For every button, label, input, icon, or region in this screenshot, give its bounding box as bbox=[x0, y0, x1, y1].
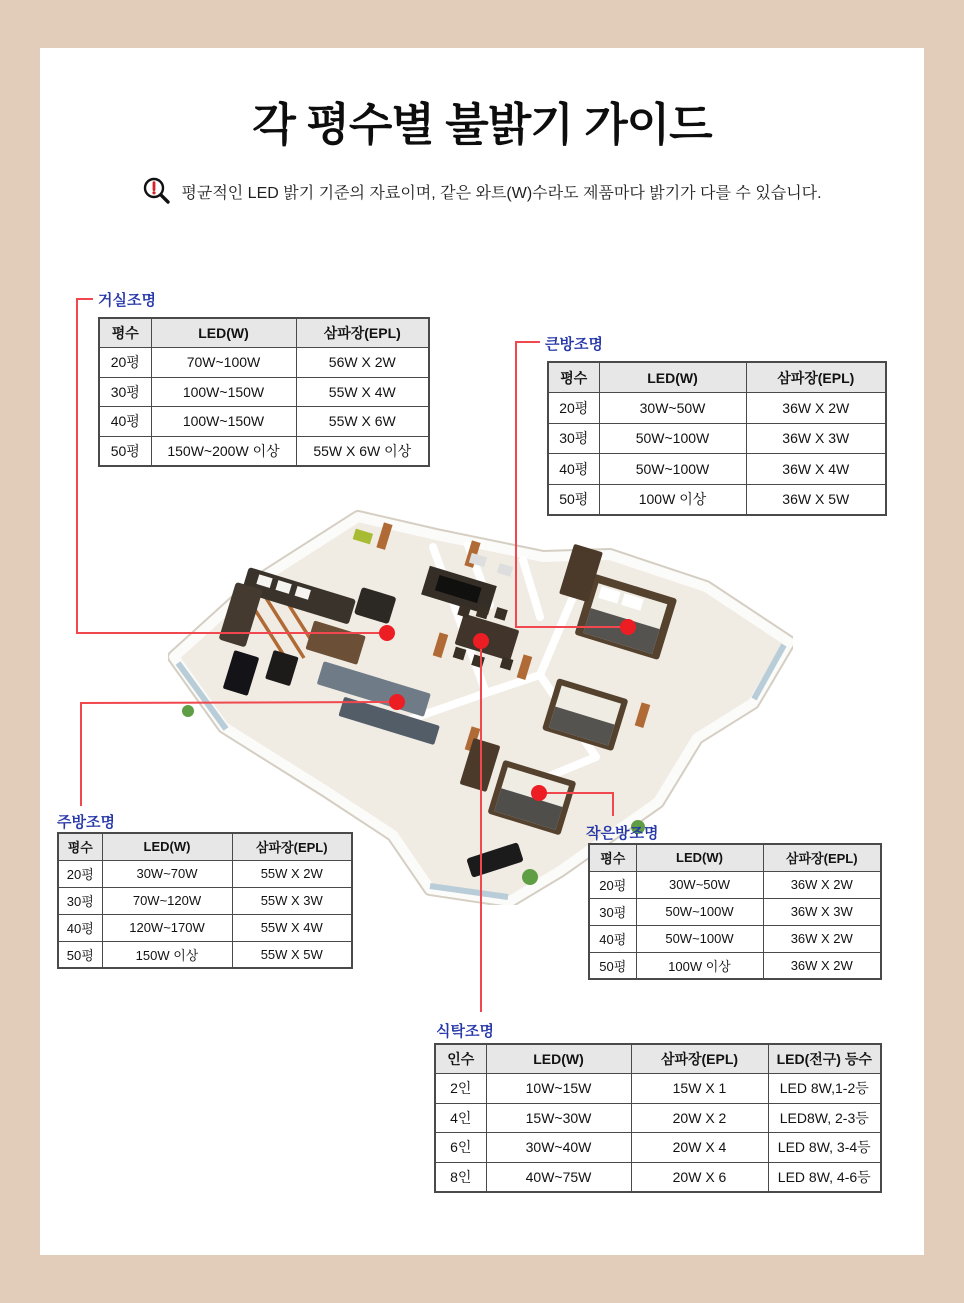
table-header-cell: LED(W) bbox=[599, 362, 746, 393]
table-row bbox=[435, 1133, 881, 1163]
table-cell: 8인 bbox=[435, 1162, 486, 1192]
table-cell: LED8W, 2-3등 bbox=[768, 1103, 881, 1133]
table-cell: 36W X 2W bbox=[763, 925, 881, 952]
table-header-cell: 삼파장(EPL) bbox=[296, 318, 429, 348]
table-header-cell: LED(W) bbox=[486, 1044, 631, 1074]
small-room-lighting-table bbox=[588, 843, 882, 980]
table-cell: 36W X 2W bbox=[763, 871, 881, 898]
table-header-cell: LED(W) bbox=[102, 833, 232, 860]
table-cell: 50평 bbox=[589, 952, 636, 979]
table-row bbox=[58, 860, 352, 887]
table-cell: 20평 bbox=[589, 871, 636, 898]
table-cell: 50W~100W bbox=[636, 898, 763, 925]
table-cell: 10W~15W bbox=[486, 1074, 631, 1104]
table-cell: 50W~100W bbox=[599, 423, 746, 454]
table-cell: 50평 bbox=[548, 484, 599, 515]
big-room-lighting-table bbox=[547, 361, 887, 516]
table-cell: 55W X 6W bbox=[296, 407, 429, 437]
table-cell: 36W X 2W bbox=[746, 393, 886, 424]
table-cell: 55W X 3W bbox=[232, 887, 352, 914]
notice-text: 평균적인 LED 밝기 기준의 자료이며, 같은 와트(W)수라도 제품마다 밝기가 다를 수 있습니다. bbox=[181, 184, 822, 202]
table-cell: 30평 bbox=[548, 423, 599, 454]
living-room-lighting-table bbox=[98, 317, 430, 467]
table-cell: 30W~50W bbox=[599, 393, 746, 424]
notice-row bbox=[0, 176, 964, 206]
table-row bbox=[99, 377, 429, 407]
table-cell: 100W~150W bbox=[151, 407, 296, 437]
table-header-cell: LED(W) bbox=[636, 844, 763, 871]
table-cell: 30W~50W bbox=[636, 871, 763, 898]
table-cell: 55W X 4W bbox=[296, 377, 429, 407]
table-cell: 100W 이상 bbox=[636, 952, 763, 979]
table-row bbox=[435, 1103, 881, 1133]
table-header-cell: 평수 bbox=[99, 318, 151, 348]
table-header-cell: 삼파장(EPL) bbox=[763, 844, 881, 871]
table-cell: 4인 bbox=[435, 1103, 486, 1133]
table-cell: 2인 bbox=[435, 1074, 486, 1104]
table-cell: 36W X 2W bbox=[763, 952, 881, 979]
kitchen-lighting-table bbox=[57, 832, 353, 969]
table-cell: 70W~120W bbox=[102, 887, 232, 914]
table-cell: 30평 bbox=[99, 377, 151, 407]
table-cell: 50W~100W bbox=[599, 454, 746, 485]
table-header-cell: 삼파장(EPL) bbox=[631, 1044, 768, 1074]
table-cell: 20W X 4 bbox=[631, 1133, 768, 1163]
table-row bbox=[99, 407, 429, 437]
table-cell: 40평 bbox=[589, 925, 636, 952]
table-cell: LED 8W,1-2등 bbox=[768, 1074, 881, 1104]
dining-lighting-label: 식탁조명 bbox=[436, 1023, 494, 1040]
page-title: 각 평수별 불밝기 가이드 bbox=[252, 99, 712, 150]
table-cell: 36W X 3W bbox=[763, 898, 881, 925]
table-cell: 40평 bbox=[58, 914, 102, 941]
table-row bbox=[589, 925, 881, 952]
table-row bbox=[548, 393, 886, 424]
table-cell: 20W X 6 bbox=[631, 1162, 768, 1192]
table-header-cell: 평수 bbox=[589, 844, 636, 871]
table-header-cell: 평수 bbox=[548, 362, 599, 393]
table-cell: 150W~200W 이상 bbox=[151, 436, 296, 466]
table-header-cell: 삼파장(EPL) bbox=[232, 833, 352, 860]
table-cell: 56W X 2W bbox=[296, 348, 429, 378]
table-row bbox=[99, 348, 429, 378]
table-cell: 100W~150W bbox=[151, 377, 296, 407]
kitchen-lighting-label: 주방조명 bbox=[57, 814, 115, 831]
table-cell: 55W X 2W bbox=[232, 860, 352, 887]
living-room-lighting-label: 거실조명 bbox=[98, 292, 156, 309]
table-cell: 50평 bbox=[58, 941, 102, 968]
table-cell: 36W X 4W bbox=[746, 454, 886, 485]
table-header-cell: 인수 bbox=[435, 1044, 486, 1074]
table-cell: 120W~170W bbox=[102, 914, 232, 941]
small-room-lighting-label: 작은방조명 bbox=[586, 825, 659, 842]
table-cell: 55W X 5W bbox=[232, 941, 352, 968]
table-row bbox=[435, 1074, 881, 1104]
table-row bbox=[435, 1162, 881, 1192]
table-cell: 40평 bbox=[548, 454, 599, 485]
table-cell: 20평 bbox=[99, 348, 151, 378]
table-cell: 30W~70W bbox=[102, 860, 232, 887]
table-cell: 50평 bbox=[99, 436, 151, 466]
table-header-cell: LED(W) bbox=[151, 318, 296, 348]
table-cell: 36W X 3W bbox=[746, 423, 886, 454]
table-cell: 55W X 6W 이상 bbox=[296, 436, 429, 466]
table-cell: 20W X 2 bbox=[631, 1103, 768, 1133]
table-row bbox=[589, 952, 881, 979]
table-cell: 6인 bbox=[435, 1133, 486, 1163]
table-header-cell: LED(전구) 등수 bbox=[768, 1044, 881, 1074]
table-row bbox=[99, 436, 429, 466]
table-row bbox=[589, 871, 881, 898]
table-cell: 15W~30W bbox=[486, 1103, 631, 1133]
big-room-lighting-label: 큰방조명 bbox=[545, 336, 603, 353]
table-cell: 30W~40W bbox=[486, 1133, 631, 1163]
table-cell: 40평 bbox=[99, 407, 151, 437]
table-cell: 55W X 4W bbox=[232, 914, 352, 941]
table-cell: 50W~100W bbox=[636, 925, 763, 952]
table-cell: 150W 이상 bbox=[102, 941, 232, 968]
table-row bbox=[548, 454, 886, 485]
table-row bbox=[58, 914, 352, 941]
dining-lighting-table bbox=[434, 1043, 882, 1193]
table-cell: 100W 이상 bbox=[599, 484, 746, 515]
table-cell: 15W X 1 bbox=[631, 1074, 768, 1104]
table-cell: 30평 bbox=[58, 887, 102, 914]
table-cell: LED 8W, 3-4등 bbox=[768, 1133, 881, 1163]
table-cell: 20평 bbox=[548, 393, 599, 424]
table-cell: 36W X 5W bbox=[746, 484, 886, 515]
table-cell: 20평 bbox=[58, 860, 102, 887]
table-cell: 30평 bbox=[589, 898, 636, 925]
table-cell: LED 8W, 4-6등 bbox=[768, 1162, 881, 1192]
table-cell: 70W~100W bbox=[151, 348, 296, 378]
table-header-cell: 평수 bbox=[58, 833, 102, 860]
table-row bbox=[548, 484, 886, 515]
table-header-cell: 삼파장(EPL) bbox=[746, 362, 886, 393]
magnifier-exclamation-icon bbox=[142, 176, 172, 206]
table-cell: 40W~75W bbox=[486, 1162, 631, 1192]
table-row bbox=[58, 887, 352, 914]
table-row bbox=[589, 898, 881, 925]
table-row bbox=[548, 423, 886, 454]
table-row bbox=[58, 941, 352, 968]
